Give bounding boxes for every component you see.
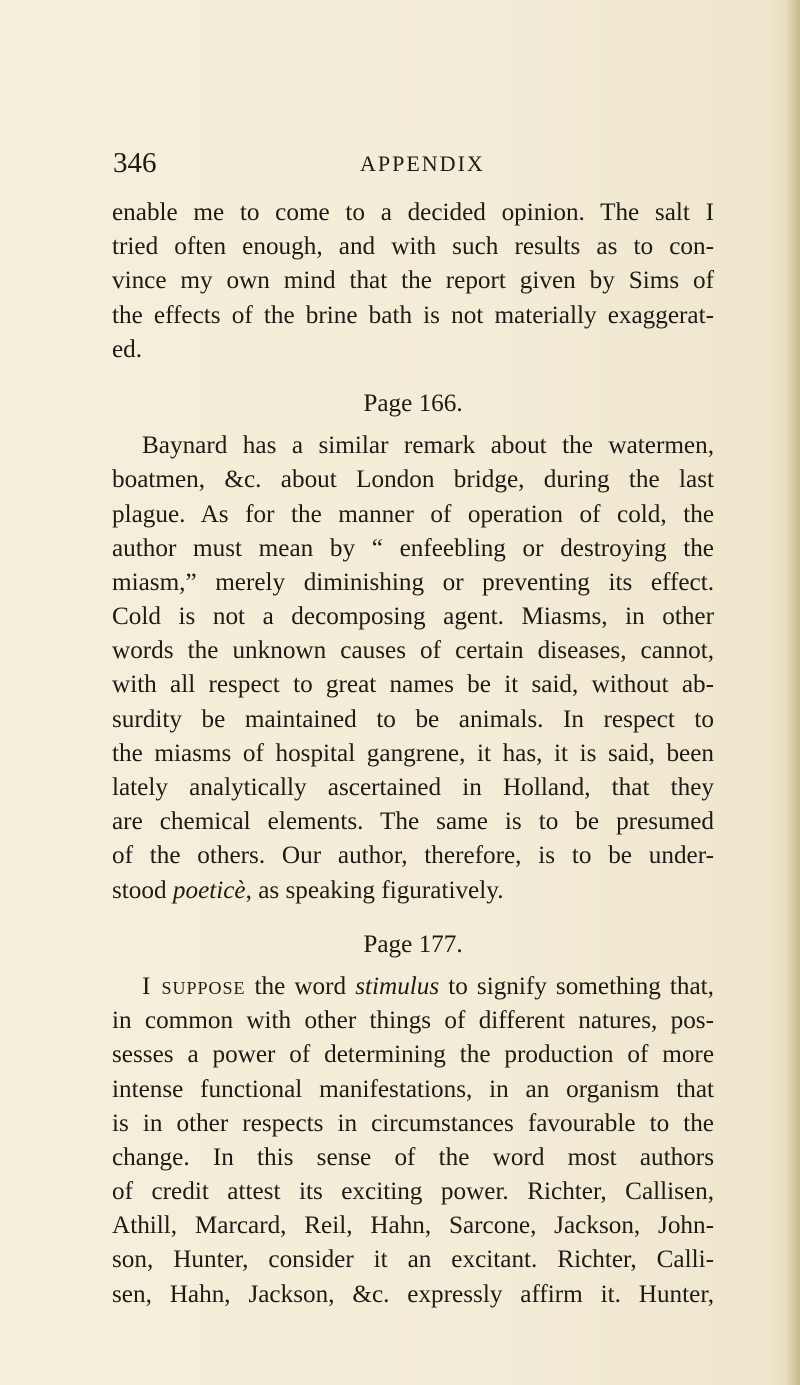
text-line: intense functional manifestations, in an organism that xyxy=(112,1075,714,1103)
text-line: lately analytically ascertained in Holland, that they xyxy=(112,774,714,801)
text-line xyxy=(112,874,714,908)
text-line xyxy=(112,970,714,1004)
text-run: to signify something that, xyxy=(439,972,714,1000)
text-line: son, Hunter, consider it an excitant. Richter, Calli- xyxy=(112,1246,714,1274)
text-line: vince my own mind that the report given by Sims of xyxy=(112,267,714,295)
text-line: is in other respects in circumstances favourable to the xyxy=(112,1109,714,1137)
text-line: surdity be maintained to be animals. In respect to xyxy=(112,705,714,733)
small-caps-opening: I suppose xyxy=(142,972,246,1000)
text-line: ed. xyxy=(112,335,143,363)
text-line: Cold is not a decomposing agent. Miasms, in other xyxy=(112,603,714,631)
text-line: enable me to come to a decided opinion. The salt I xyxy=(112,199,714,226)
text-line: sen, Hahn, Jackson, &c. expressly affirm it. Hunter, xyxy=(112,1280,714,1308)
running-head xyxy=(113,146,713,180)
page-edge-shadow xyxy=(786,0,800,1385)
text-line: sesses a power of determining the production of more xyxy=(112,1041,714,1069)
text-line: change. In this sense of the word most authors xyxy=(112,1143,714,1171)
text-line: miasm,” merely diminishing or preventing its effect. xyxy=(112,568,714,596)
text-run: stood xyxy=(112,876,173,904)
text-line: the miasms of hospital gangrene, it has, it is said, been xyxy=(112,739,714,767)
section-heading-page-166: Page 166. xyxy=(363,389,463,417)
text-line: are chemical elements. The same is to be presumed xyxy=(112,808,714,836)
text-line: of the others. Our author, therefore, is to be under- xyxy=(112,842,714,870)
text-run: , as speaking figuratively. xyxy=(245,876,504,904)
text-line: boatmen, &c. about London bridge, during the last xyxy=(112,466,714,494)
text-line: tried often enough, and with such results as to con- xyxy=(112,233,714,261)
section-heading-page-177: Page 177. xyxy=(363,930,463,958)
text-line: author must mean by “ enfeebling or destroying the xyxy=(112,534,714,562)
italic-word: stimulus xyxy=(355,972,440,1000)
text-line: with all respect to great names be it said, without ab- xyxy=(112,671,714,699)
text-line: in common with other things of different natures, pos- xyxy=(112,1007,714,1035)
text-run: the word xyxy=(245,972,356,1000)
text-line: of credit attest its exciting power. Richter, Callisen, xyxy=(112,1178,714,1206)
text-line: words the unknown causes of certain diseases, cannot, xyxy=(112,637,714,665)
text-line: Athill, Marcard, Reil, Hahn, Sarcone, Jackson, John- xyxy=(112,1212,714,1240)
page-number: 346 xyxy=(113,147,157,179)
running-title: APPENDIX xyxy=(360,151,485,176)
text-line: Baynard has a similar remark about the watermen, xyxy=(142,432,714,460)
text-line: the effects of the brine bath is not materially exaggerat- xyxy=(112,301,714,329)
italic-word: poeticè xyxy=(172,876,246,904)
text-line: plague. As for the manner of operation of cold, the xyxy=(112,500,714,528)
body-text xyxy=(112,196,714,1312)
